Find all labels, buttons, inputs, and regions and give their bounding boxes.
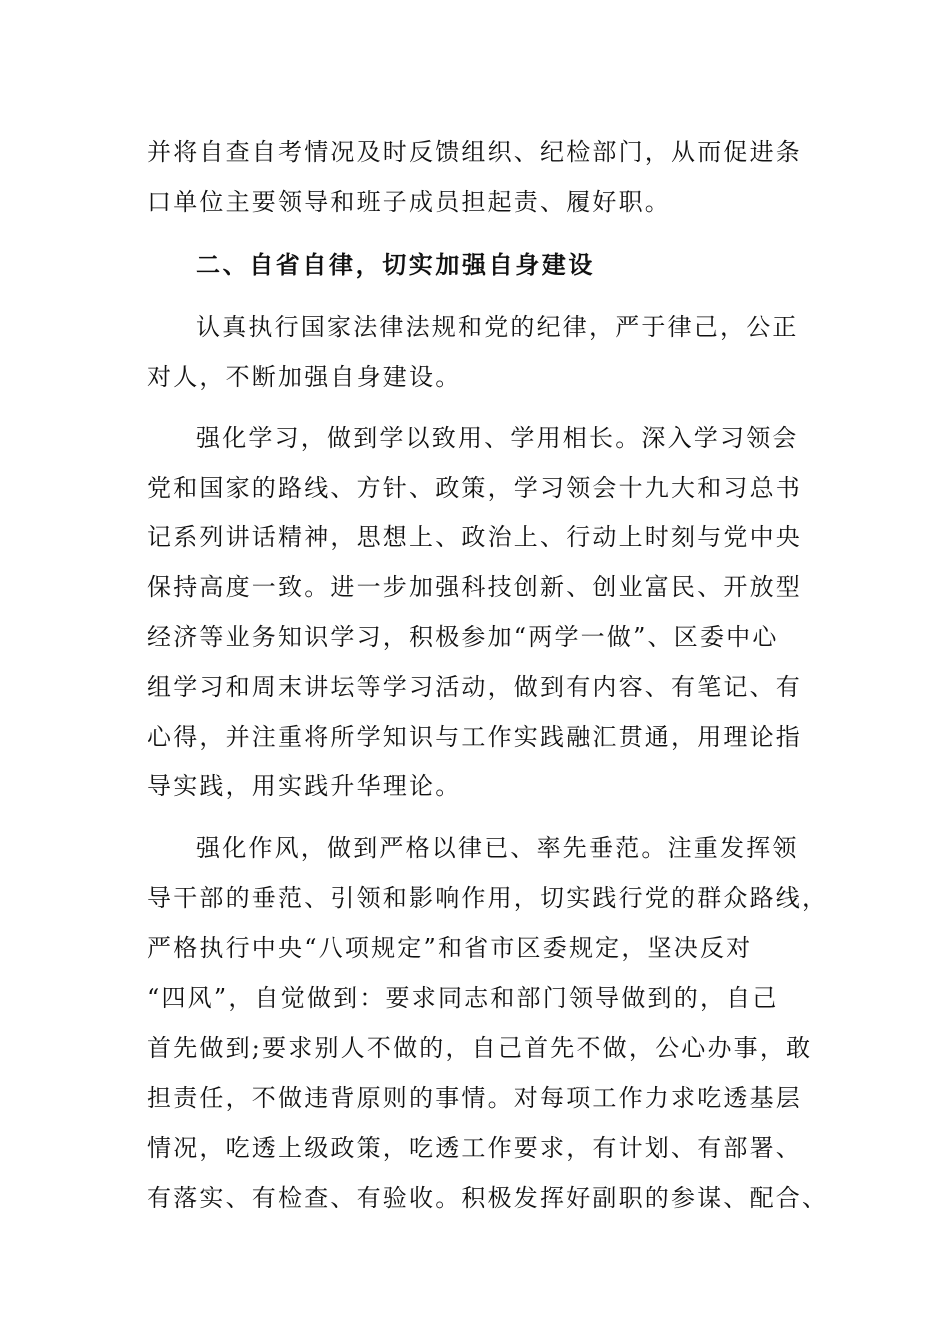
text-line: 对人，不断加强自身建设。	[147, 363, 462, 391]
text-line: 情况，吃透上级政策，吃透工作要求，有计划、有部署、	[147, 1134, 802, 1162]
text-line: 组学习和周末讲坛等学习活动，做到有内容、有笔记、有	[147, 673, 802, 701]
text-line: 导实践，用实践升华理论。	[147, 772, 462, 800]
text-line: 经济等业务知识学习，积极参加“两学一做”、区委中心	[147, 623, 779, 651]
paragraph-first-line: 认真执行国家法律法规和党的纪律，严于律己，公正	[196, 313, 799, 341]
text-line: 保持高度一致。进一步加强科技创新、创业富民、开放型	[147, 573, 802, 601]
text-line: 有落实、有检查、有验收。积极发挥好副职的参谋、配合、	[147, 1184, 829, 1212]
section-heading: 二、自省自律，切实加强自身建设	[196, 251, 595, 279]
text-line: 首先做到;要求别人不做的，自己首先不做，公心办事，敢	[147, 1034, 813, 1062]
text-line: 记系列讲话精神，思想上、政治上、行动上时刻与党中央	[147, 523, 802, 551]
text-line: 心得，并注重将所学知识与工作实践融汇贯通，用理论指	[147, 723, 802, 751]
text-line: 担责任，不做违背原则的事情。对每项工作力求吃透基层	[147, 1084, 802, 1112]
text-line: 并将自查自考情况及时反馈组织、纪检部门，从而促进条	[147, 138, 802, 166]
text-line: 党和国家的路线、方针、政策，学习领会十九大和习总书	[147, 474, 802, 502]
text-line: 导干部的垂范、引领和影响作用，切实践行党的群众路线，	[147, 884, 829, 912]
text-line: 严格执行中央“八项规定”和省市区委规定，坚决反对	[147, 934, 753, 962]
paragraph-first-line: 强化作风，做到严格以律已、率先垂范。注重发挥领	[196, 834, 799, 862]
text-line: “四风”，自觉做到：要求同志和部门领导做到的，自己	[147, 984, 779, 1012]
paragraph-first-line: 强化学习，做到学以致用、学用相长。深入学习领会	[196, 424, 799, 452]
text-line: 口单位主要领导和班子成员担起责、履好职。	[147, 188, 671, 216]
